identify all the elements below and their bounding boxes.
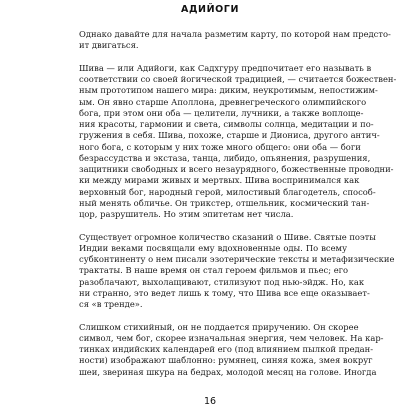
text-line: Шива — или Адийоги, как Садхгуру предпочитает его называть в [79,62,372,73]
text-line: ся «в тренде». [79,299,143,309]
text-line: соответствии со своей йогической традицией, — считается божествен- [79,74,397,84]
text-line: ным прототипом нашего мира: диким, неукротимым, непостижим- [79,85,378,96]
running-title: АДИЙОГИ [181,4,239,15]
text-line: ный менять обличье. Он трикстер, отшельник, космический тан- [79,197,370,208]
text-line: Существует огромное количество сказаний о Шиве. Святые поэты [79,231,376,242]
text-line: ит двигаться. [79,40,139,51]
text-line: ым. Он явно старше Аполлона, древнегреческого олимпийского [79,96,367,107]
paragraph-gap [79,220,347,231]
text-line: Слишком стихийный, он не поддается приручению. Он скорее [79,321,359,332]
text-line: субконтиненту о нем писали эзотерические тексты и метафизические [79,254,395,264]
text-line: ности) изображают шаблонно: румянец, синяя кожа, змея вокруг [79,355,373,366]
paragraph-4 [79,321,384,378]
text-line: цор, разрушитель. Но этим эпитетам нет числа. [79,209,294,219]
text-line: защитники свободных и всего незаурядного, божественные проводни- [79,164,394,174]
text-line: гружения в себя. Шива, похоже, старше и Диониса, другого антич- [79,130,380,141]
text-line: шеи, звериная шкура на бедрах, молодой месяц на голове. Иногда [79,366,377,377]
text-line: безрассудства и экстаза, танца, либидо, опьянения, разрушения, [79,152,371,163]
text-line: тинках индийских календарей его (под влиянием пылкой предан- [79,344,374,354]
page-number: 16 [203,396,217,407]
text-line: символ, чем бог, скорее изначальная энергия, чем человек. На кар- [79,332,384,343]
text-line: бога, при этом они оба — целители, лучники, а также воплоще- [79,107,364,118]
paragraph-gap [79,310,347,321]
text-line: трактаты. В наше время он стал героем фильмов и пьес; его [79,265,349,276]
text-line: Индии веками посвящали ему вдохновенные оды. По всему [79,242,347,253]
text-line: ни странно, это ведет лишь к тому, что Шива все еще оказывает- [79,287,370,298]
paragraph-3 [79,231,395,311]
body-text [79,29,397,378]
paragraph-2 [79,62,397,221]
text-line: верховный бог, народный герой, милостивый благодетель, способ- [79,186,376,197]
paragraph-1 [79,29,391,52]
text-line: ного бога, с которым у них тоже много общего: они оба — боги [79,141,361,152]
text-line: ки между мирами живых и мертвых. Шива воспринимался как [79,175,360,186]
paragraph-gap [79,52,347,63]
text-line: разоблачают, выхолащивают, стилизуют под нью-эйдж. Но, как [79,276,365,287]
text-line: Однако давайте для начала разметим карту, по которой нам предсто- [79,29,391,39]
text-line: ния красоты, гармонии и света, символы солнца, медитации и по- [79,119,374,129]
